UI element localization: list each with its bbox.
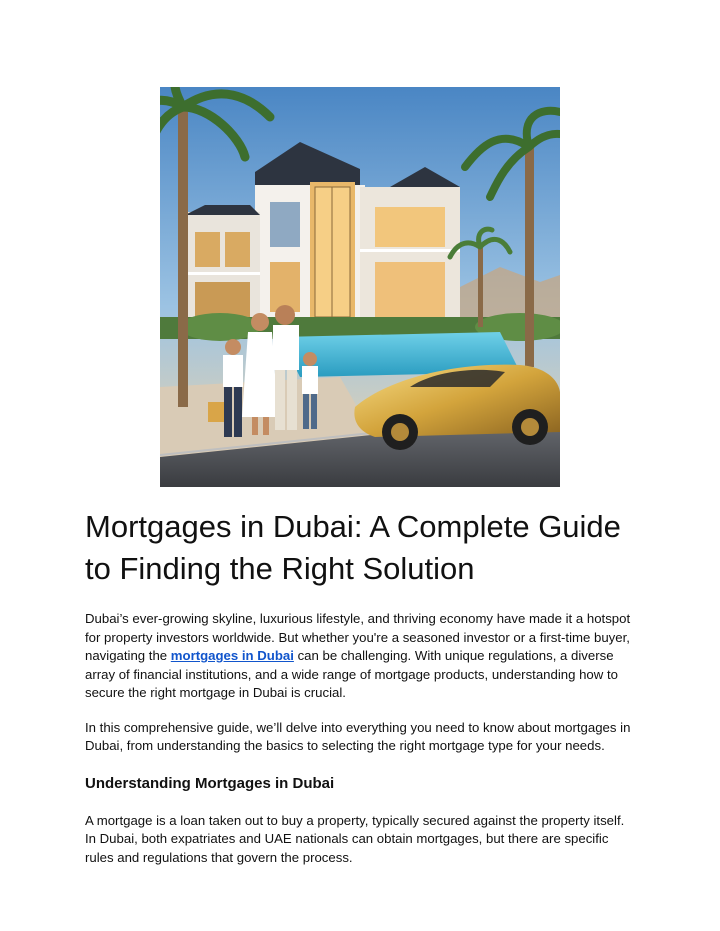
intro-text-after-link: can be challenging. With unique regulations, a diverse array of financial institutions, and a wide range of mortgage products, understanding how to secure the right mortgage in Dubai is crucial.: [85, 648, 618, 700]
guide-paragraph: In this comprehensive guide, we’ll delve into everything you need to know about mortgages in Dubai, from understanding the basics to selecting the right mortgage type for your needs.: [85, 719, 631, 753]
hero-image: [160, 87, 560, 487]
villa-illustration: [160, 87, 560, 487]
article-title: Mortgages in Dubai: A Complete Guide to Finding the Right Solution: [85, 509, 621, 586]
intro-paragraph: [85, 610, 635, 703]
section-heading: Understanding Mortgages in Dubai: [85, 774, 335, 792]
article-body: [85, 506, 635, 867]
section-paragraph: A mortgage is a loan taken out to buy a property, typically secured against the property itself. In Dubai, both expatriates and UAE nationals can obtain mortgages, but there are specific rules and regulations that govern the process.: [85, 812, 625, 865]
mortgages-in-dubai-link[interactable]: mortgages in Dubai: [170, 648, 294, 663]
intro-text-before-link: Dubai’s ever-growing skyline, luxurious lifestyle, and thriving economy have made it a hotspot for property investors worldwide. But whether you're a seasoned investor or a first-time buyer, navigating the: [85, 611, 631, 663]
